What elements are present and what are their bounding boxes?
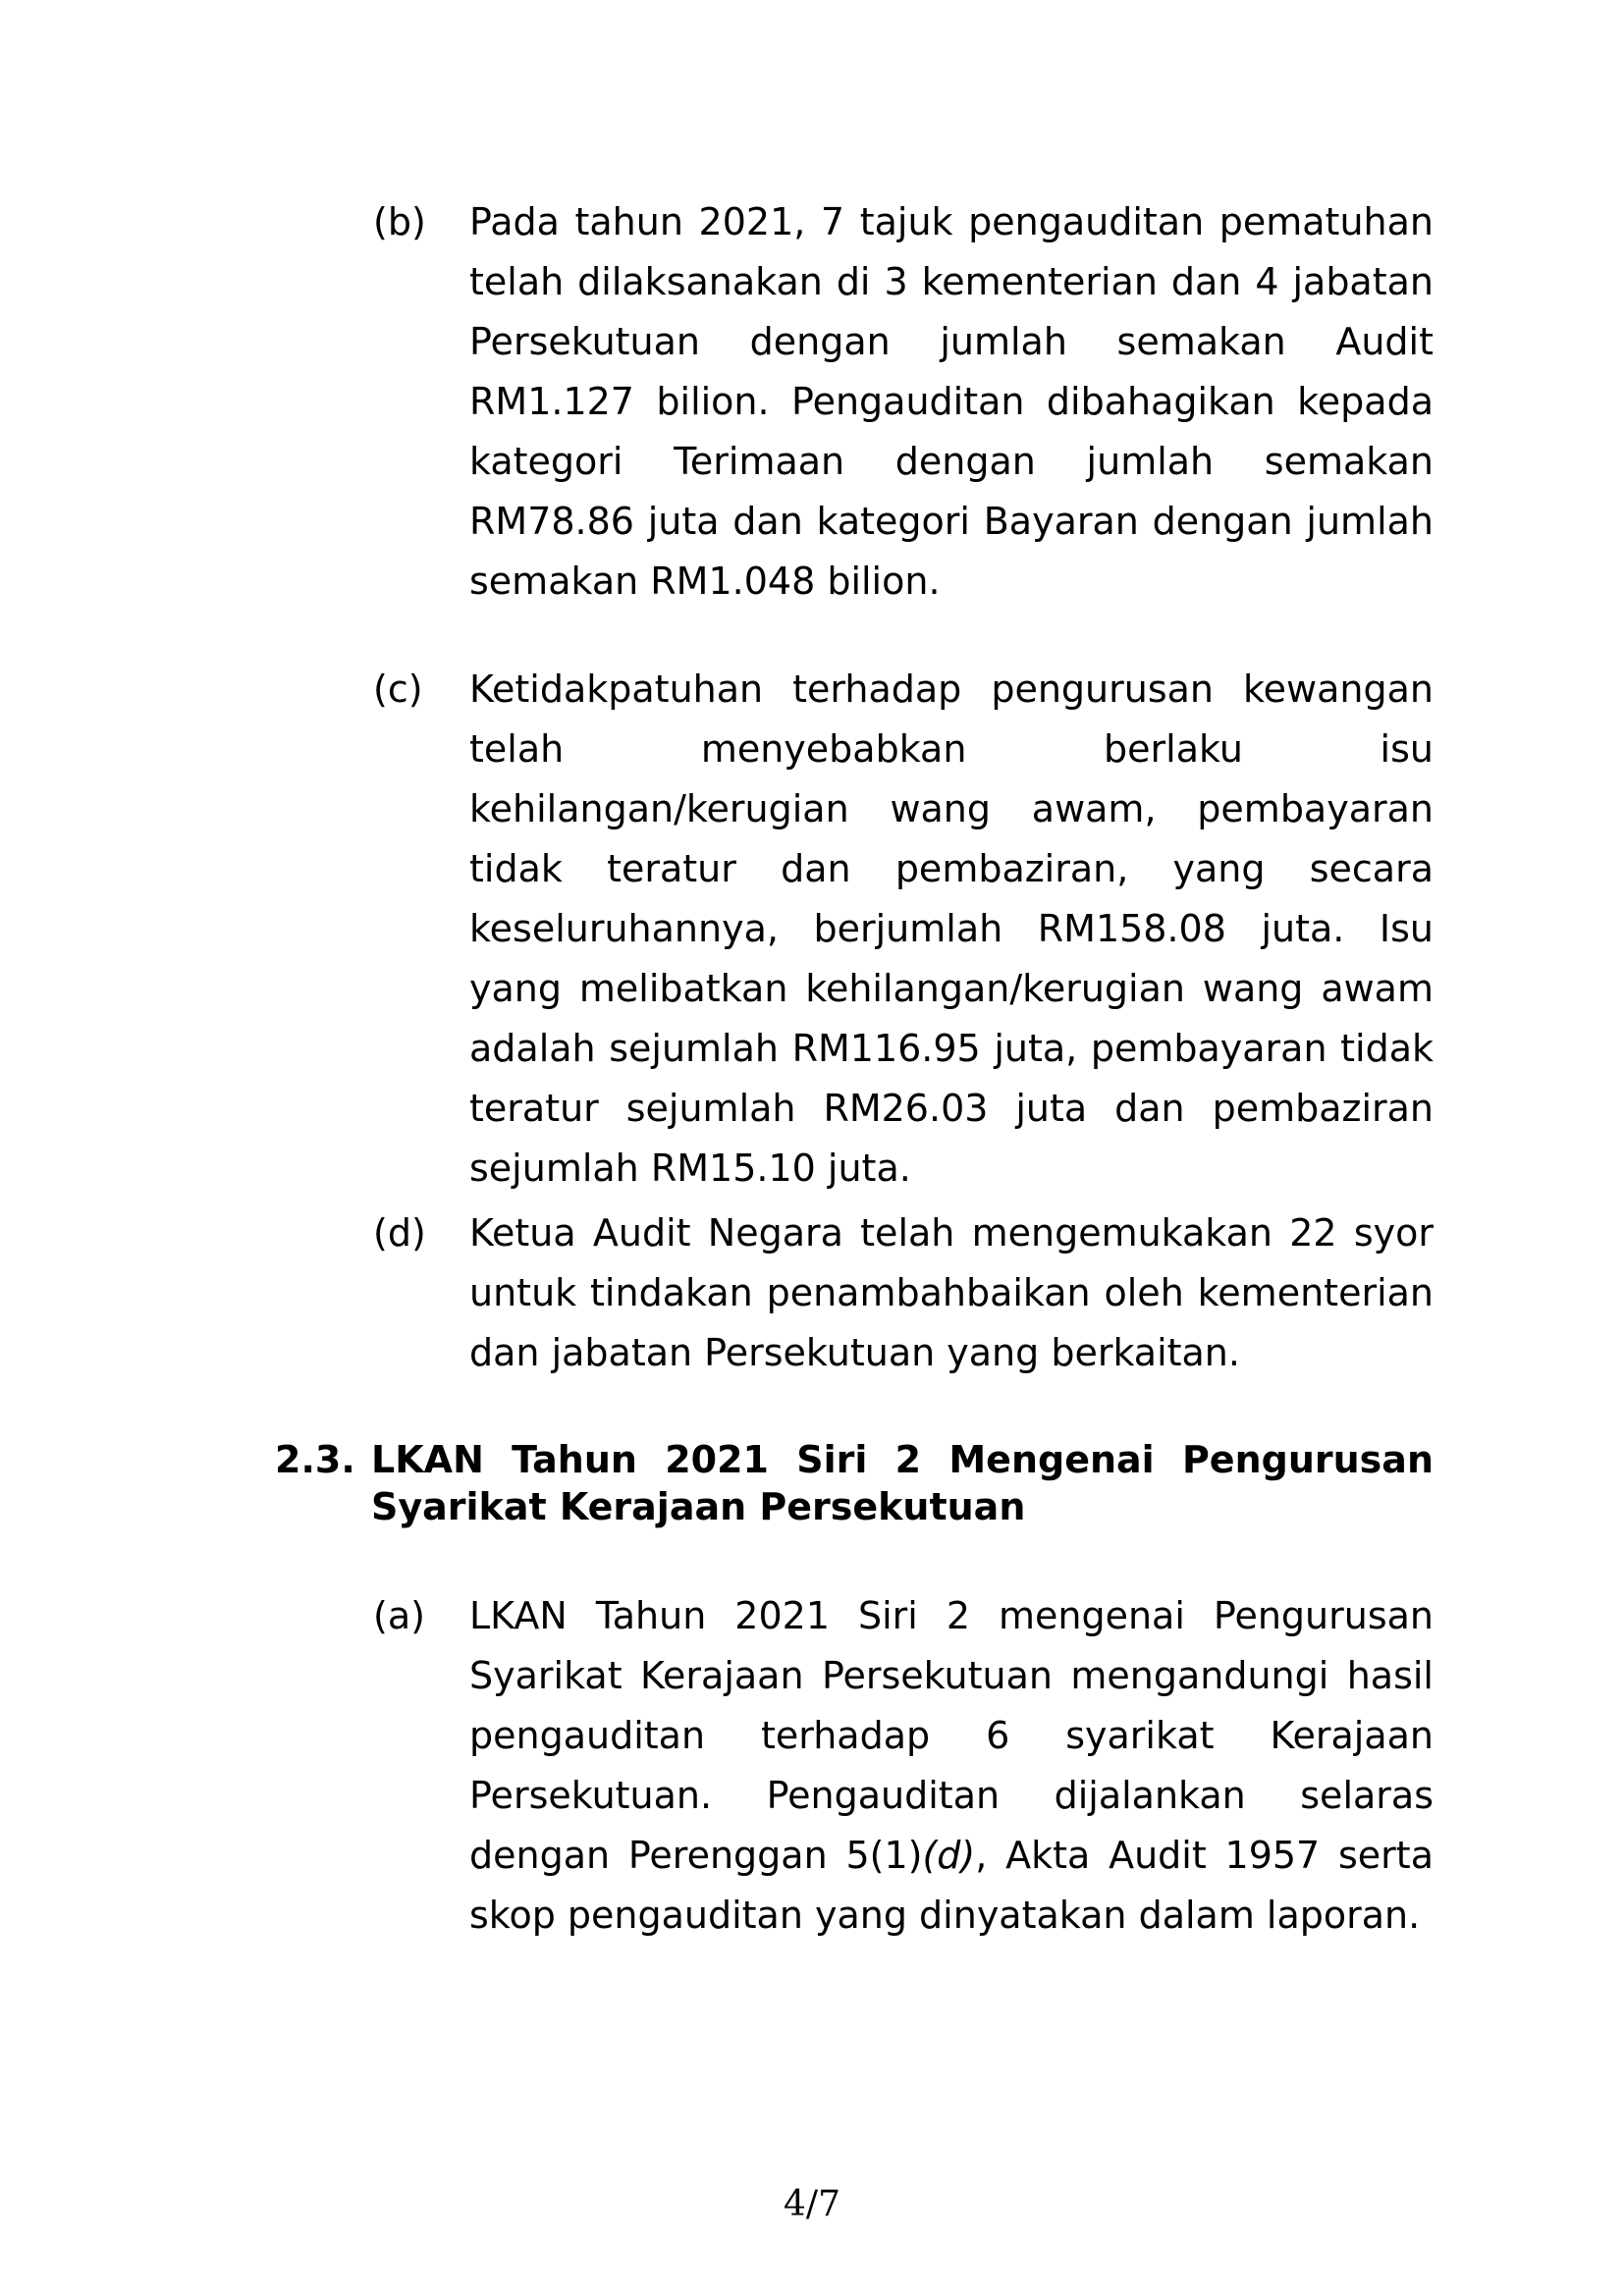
list-marker: (b)	[373, 200, 426, 243]
list-item-c	[373, 660, 1434, 1199]
page-number: 4/7	[784, 2184, 840, 2224]
list-marker: (d)	[373, 1211, 426, 1255]
section-list-item-a	[373, 1586, 1434, 1946]
paragraph-text: Ketua Audit Negara telah mengemukakan 22 syor untuk tindakan penambahbaikan oleh kementerian dan jabatan Persekutuan yang berkaitan.	[469, 1211, 1434, 1374]
paragraph-text-part: , Akta Audit 1957 serta skop pengauditan yang dinyatakan dalam laporan.	[469, 1834, 1434, 1937]
paragraph-text: Ketidakpatuhan terhadap pengurusan kewangan telah menyebabkan berlaku isu kehilangan/kerugian wang awam, pembayaran tidak teratur dan pembaziran, yang secara keseluruhannya, berjumlah RM158.08 juta. Isu yang melibatkan kehilangan/kerugian wang awam adalah sejumlah RM116.95 juta, pembayaran tidak teratur sejumlah RM26.03 juta dan pembaziran sejumlah RM15.10 juta.	[469, 667, 1434, 1190]
section-number: 2.3.	[275, 1438, 355, 1481]
paragraph-text: Pada tahun 2021, 7 tajuk pengauditan pematuhan telah dilaksanakan di 3 kementerian dan 4 jabatan Persekutuan dengan jumlah semakan Audit RM1.127 bilion. Pengauditan dibahagikan kepada kategori Terimaan dengan jumlah semakan RM78.86 juta dan kategori Bayaran dengan jumlah semakan RM1.048 bilion.	[469, 200, 1434, 603]
paragraph-text-part: LKAN Tahun 2021 Siri 2 mengenai Pengurusan Syarikat Kerajaan Persekutuan mengandungi hasil pengauditan terhadap 6 syarikat Kerajaan Persekutuan. Pengauditan dijalankan selaras dengan Perenggan 5(1)	[469, 1594, 1434, 1877]
list-item-b	[373, 192, 1434, 612]
italic-reference: (d)	[922, 1834, 976, 1877]
section-heading	[275, 1436, 1434, 1530]
list-item-d	[373, 1203, 1434, 1383]
paragraph-text	[469, 1586, 1434, 1946]
list-marker: (a)	[373, 1594, 425, 1637]
section-title: LKAN Tahun 2021 Siri 2 Mengenai Pengurusan Syarikat Kerajaan Persekutuan	[371, 1438, 1434, 1528]
list-marker: (c)	[373, 667, 423, 711]
